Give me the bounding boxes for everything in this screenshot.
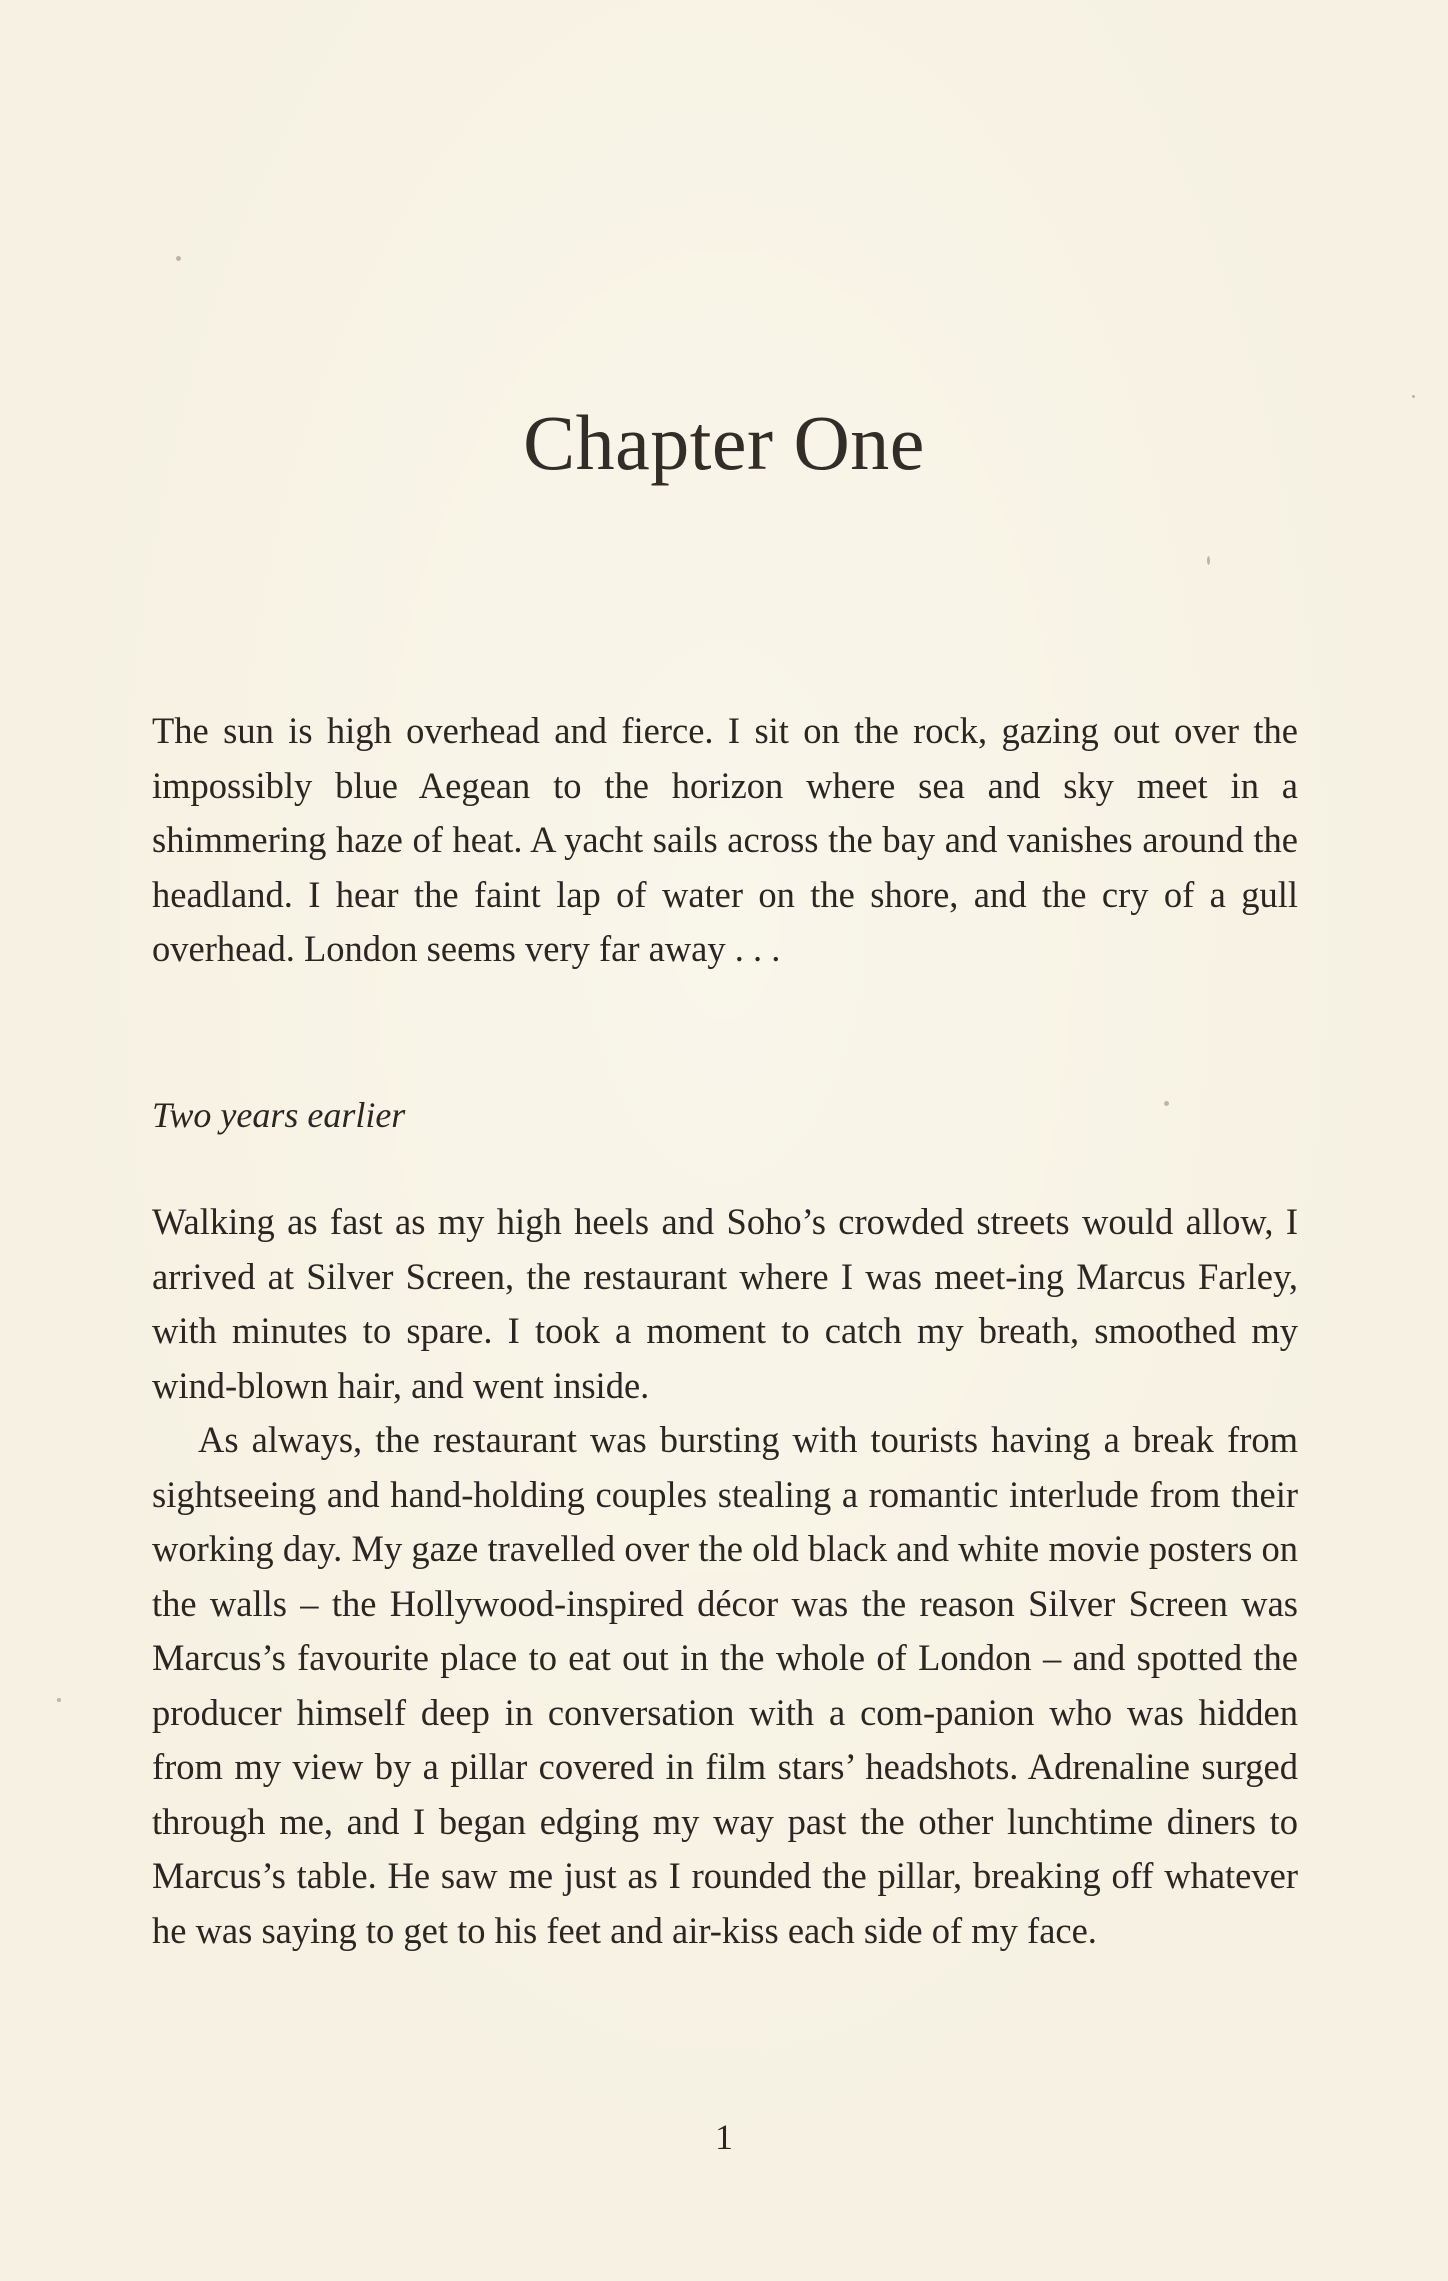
paragraph: Walking as fast as my high heels and Soho’s crowded streets would allow, I arrived at Silver Screen, the restaurant where I was meet-ing Marcus Farley, with minutes to spare. I took a moment to catch my breath, smoothed my wind-blown hair, and went inside. [152,1201,1298,1406]
time-marker: Two years earlier [152,1095,406,1135]
body-text [152,1195,1298,1958]
chapter-title: Chapter One [523,399,925,486]
paragraph: As always, the restaurant was bursting with tourists having a break from sightseeing and hand-holding couples stealing a romantic interlude from their working day. My gaze travelled over the old black and white movie posters on the walls – the Hollywood-inspired décor was the reason Silver Screen was Marcus’s favourite place to eat out in the whole of London – and spotted the producer himself deep in conversation with a com-panion who was hidden from my view by a pillar covered in film stars’ headshots. Adrenaline surged through me, and I began edging my way past the other lunchtime diners to Marcus’s table. He saw me just as I rounded the pillar, breaking off whatever he was saying to get to his feet and air-kiss each side of my face. [152,1419,1298,1951]
opening-paragraph-block [152,704,1298,977]
page-number: 1 [715,2117,733,2157]
opening-paragraph: The sun is high overhead and fierce. I sit on the rock, gazing out over the impossibly blue Aegean to the horizon where sea and sky meet in a shimmering haze of heat. A yacht sails across the bay and vanishes around the headland. I hear the faint lap of water on the shore, and the cry of a gull overhead. London seems very far away . . . [152,710,1298,969]
